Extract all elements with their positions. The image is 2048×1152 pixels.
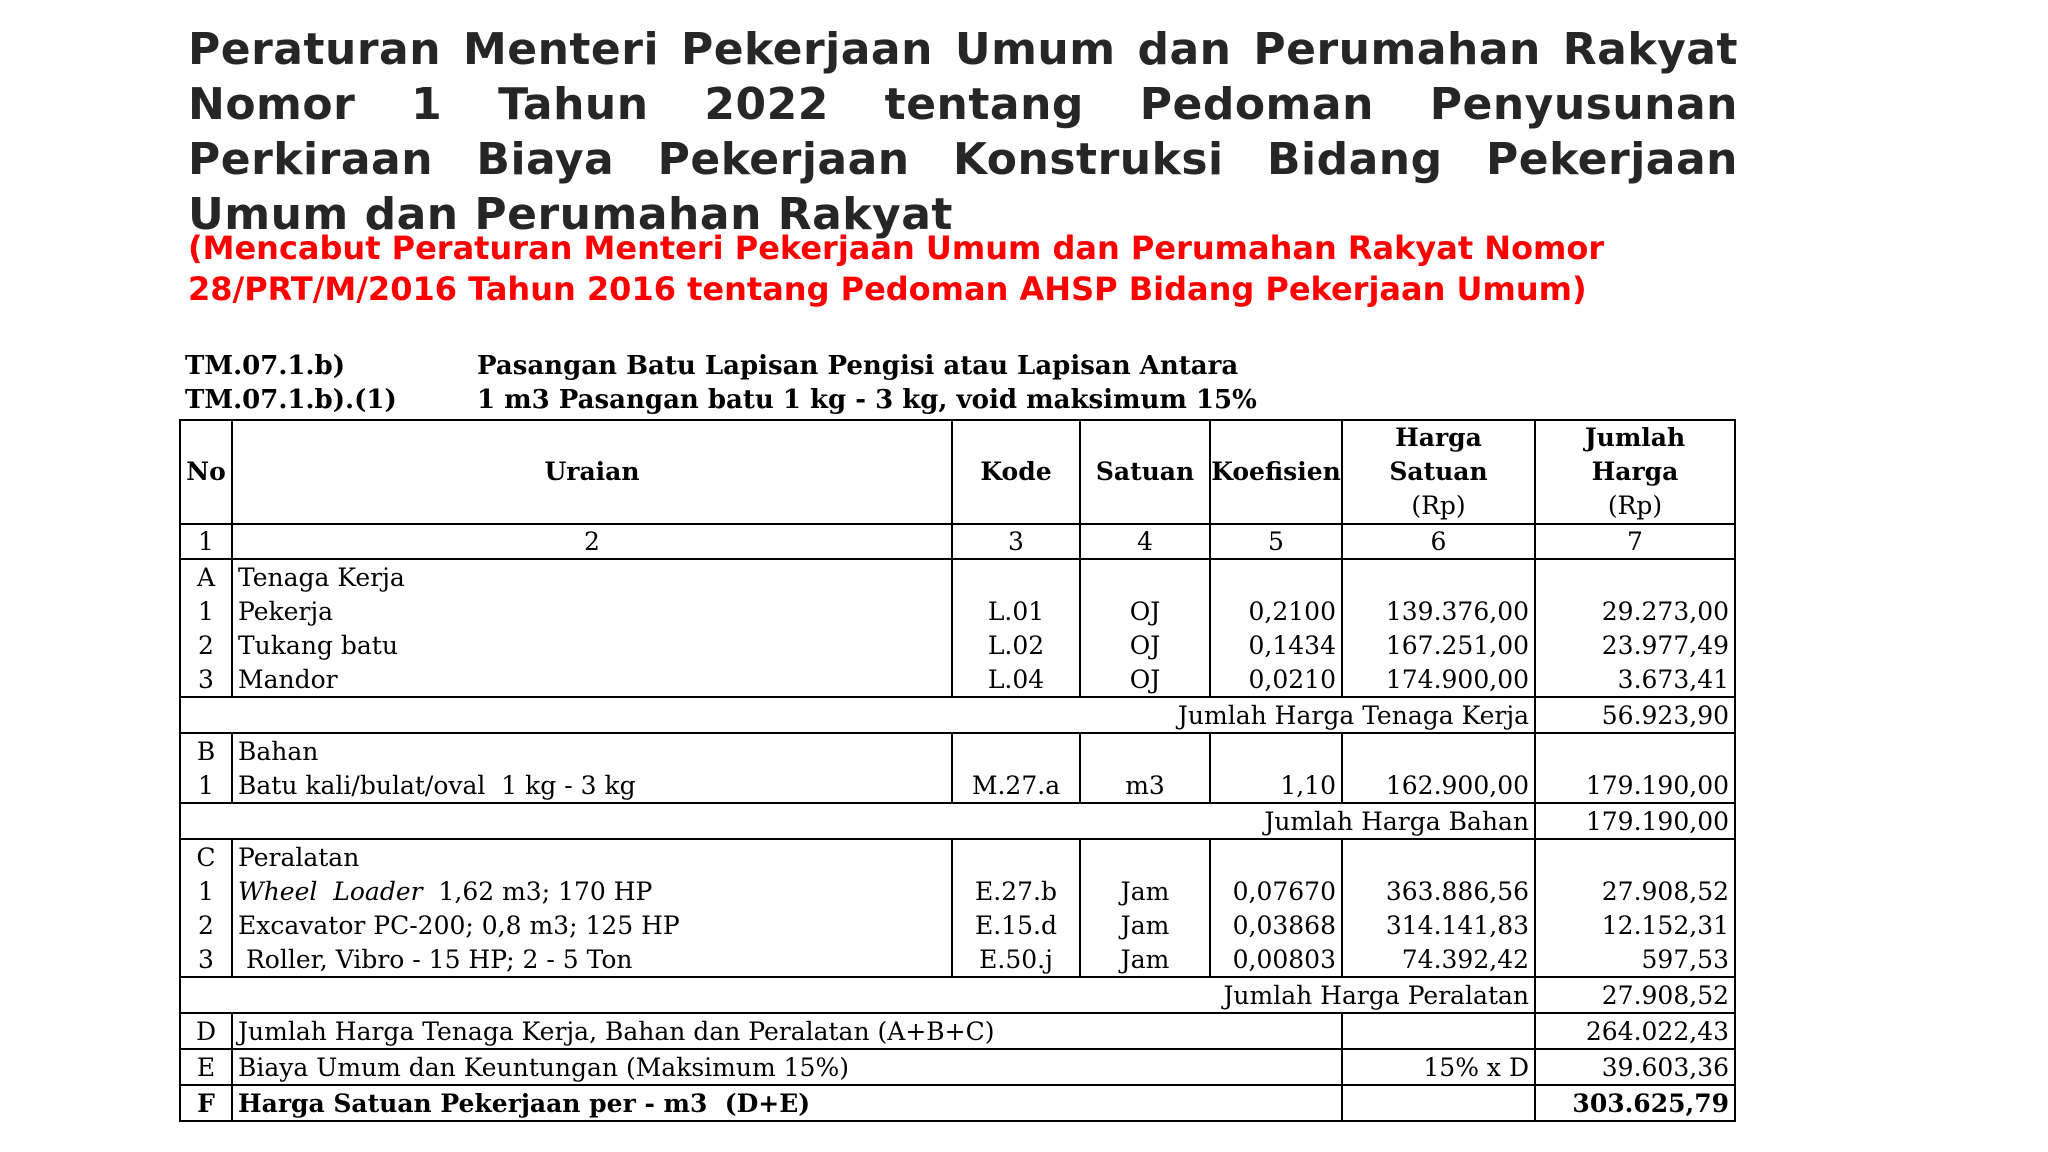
column-number: 7: [1535, 524, 1735, 559]
subtotal-value: 179.190,00: [1535, 803, 1735, 839]
subtotal-value: 56.923,90: [1535, 697, 1735, 733]
row-satuan: OJ: [1080, 594, 1210, 628]
row-harga-satuan: 167.251,00: [1342, 628, 1535, 662]
column-header-kode: Kode: [952, 420, 1080, 524]
subtotal-value: 27.908,52: [1535, 977, 1735, 1013]
table-header-row: [180, 420, 1735, 524]
section-label: Tenaga Kerja: [232, 559, 952, 594]
total-row-e: [180, 1049, 1735, 1085]
row-satuan: OJ: [1080, 662, 1210, 697]
table-row: [180, 942, 1735, 977]
subitem-description: 1 m3 Pasangan batu 1 kg - 3 kg, void maksimum 15%: [477, 385, 1257, 415]
column-header-uraian: Uraian: [232, 420, 952, 524]
harga-satuan-unit: (Rp): [1411, 491, 1466, 520]
row-satuan: Jam: [1080, 942, 1210, 977]
total-letter: F: [180, 1085, 232, 1121]
row-no: 3: [180, 662, 232, 697]
row-jumlah-harga: 23.977,49: [1535, 628, 1735, 662]
row-satuan: Jam: [1080, 874, 1210, 908]
row-harga-satuan: 74.392,42: [1342, 942, 1535, 977]
row-kode: M.27.a: [952, 768, 1080, 803]
section-label: Peralatan: [232, 839, 952, 874]
column-header-harga-satuan: [1342, 420, 1535, 524]
row-koefisien: 0,2100: [1210, 594, 1342, 628]
row-uraian: Batu kali/bulat/oval 1 kg - 3 kg: [232, 768, 952, 803]
row-no: 3: [180, 942, 232, 977]
row-no: 1: [180, 768, 232, 803]
row-satuan: m3: [1080, 768, 1210, 803]
total-row-d: [180, 1013, 1735, 1049]
harga-satuan-line2: Satuan: [1389, 457, 1488, 486]
column-number-row: [180, 524, 1735, 559]
jumlah-harga-line1: Jumlah: [1584, 423, 1686, 452]
table-row: [180, 662, 1735, 697]
row-jumlah-harga: 3.673,41: [1535, 662, 1735, 697]
row-jumlah-harga: 597,53: [1535, 942, 1735, 977]
row-uraian: Pekerja: [232, 594, 952, 628]
row-jumlah-harga: 12.152,31: [1535, 908, 1735, 942]
subtotal-label: Jumlah Harga Tenaga Kerja: [180, 697, 1535, 733]
total-label: Biaya Umum dan Keuntungan (Maksimum 15%): [232, 1049, 1342, 1085]
subtotal-row-bahan: [180, 803, 1735, 839]
column-header-jumlah-harga: [1535, 420, 1735, 524]
section-letter: B: [180, 733, 232, 768]
section-letter: C: [180, 839, 232, 874]
page-subtitle: (Mencabut Peraturan Menteri Pekerjaan Umum dan Perumahan Rakyat Nomor 28/PRT/M/2016 Tahun 2016 tentang Pedoman AHSP Bidang Pekerjaan Umum): [188, 229, 1605, 308]
table-row: [180, 628, 1735, 662]
row-jumlah-harga: 29.273,00: [1535, 594, 1735, 628]
row-jumlah-harga: 27.908,52: [1535, 874, 1735, 908]
row-uraian-italic: Wheel Loader: [238, 876, 423, 906]
row-kode: E.27.b: [952, 874, 1080, 908]
row-harga-satuan: 314.141,83: [1342, 908, 1535, 942]
subitem-heading: [185, 385, 1257, 415]
section-row-bahan: [180, 733, 1735, 768]
jumlah-harga-line2: Harga: [1591, 457, 1679, 486]
row-satuan: Jam: [1080, 908, 1210, 942]
table-row: [180, 768, 1735, 803]
column-header-no: No: [180, 420, 232, 524]
total-value: 39.603,36: [1535, 1049, 1735, 1085]
table-row: [180, 594, 1735, 628]
total-value: 264.022,43: [1535, 1013, 1735, 1049]
column-header-koefisien: Koefisien: [1210, 420, 1342, 524]
section-row-peralatan: [180, 839, 1735, 874]
row-koefisien: 0,0210: [1210, 662, 1342, 697]
row-no: 1: [180, 874, 232, 908]
column-number: 2: [232, 524, 952, 559]
item-heading: [185, 351, 1238, 381]
row-uraian: Tukang batu: [232, 628, 952, 662]
total-letter: D: [180, 1013, 232, 1049]
total-row-f: [180, 1085, 1735, 1121]
row-uraian-spec: 1,62 m3; 170 HP: [422, 876, 653, 906]
row-kode: L.01: [952, 594, 1080, 628]
ahsp-table: [179, 419, 1736, 1122]
column-header-satuan: Satuan: [1080, 420, 1210, 524]
total-label: Harga Satuan Pekerjaan per - m3 (D+E): [232, 1085, 1342, 1121]
section-row-tenaga-kerja: [180, 559, 1735, 594]
row-no: 2: [180, 628, 232, 662]
column-number: 4: [1080, 524, 1210, 559]
row-no: 1: [180, 594, 232, 628]
total-letter: E: [180, 1049, 232, 1085]
table-row: [180, 874, 1735, 908]
item-code: TM.07.1.b): [185, 351, 346, 381]
row-koefisien: 0,1434: [1210, 628, 1342, 662]
row-koefisien: 0,03868: [1210, 908, 1342, 942]
column-number: 3: [952, 524, 1080, 559]
item-description: Pasangan Batu Lapisan Pengisi atau Lapisan Antara: [477, 351, 1239, 381]
jumlah-harga-unit: (Rp): [1607, 491, 1663, 520]
total-factor: 15% x D: [1342, 1049, 1535, 1085]
subitem-code: TM.07.1.b).(1): [185, 385, 397, 415]
column-number: 5: [1210, 524, 1342, 559]
row-no: 2: [180, 908, 232, 942]
row-uraian: [232, 874, 952, 908]
page-title: Peraturan Menteri Pekerjaan Umum dan Perumahan Rakyat Nomor 1 Tahun 2022 tentang Pedoman Penyusunan Perkiraan Biaya Pekerjaan Konstruksi Bidang Pekerjaan Umum dan Perumahan Rakyat: [188, 24, 1738, 240]
row-kode: E.15.d: [952, 908, 1080, 942]
row-kode: L.02: [952, 628, 1080, 662]
row-koefisien: 0,07670: [1210, 874, 1342, 908]
subtotal-label: Jumlah Harga Bahan: [180, 803, 1535, 839]
row-uraian: Roller, Vibro - 15 HP; 2 - 5 Ton: [232, 942, 952, 977]
column-number: 1: [180, 524, 232, 559]
row-harga-satuan: 363.886,56: [1342, 874, 1535, 908]
row-uraian: Excavator PC-200; 0,8 m3; 125 HP: [232, 908, 952, 942]
total-label: Jumlah Harga Tenaga Kerja, Bahan dan Peralatan (A+B+C): [232, 1013, 1342, 1049]
harga-satuan-line1: Harga: [1395, 423, 1482, 452]
row-harga-satuan: 162.900,00: [1342, 768, 1535, 803]
subtotal-label: Jumlah Harga Peralatan: [180, 977, 1535, 1013]
row-koefisien: 0,00803: [1210, 942, 1342, 977]
section-letter: A: [180, 559, 232, 594]
row-uraian: Mandor: [232, 662, 952, 697]
subtotal-row-peralatan: [180, 977, 1735, 1013]
subtotal-row-tenaga-kerja: [180, 697, 1735, 733]
row-harga-satuan: 174.900,00: [1342, 662, 1535, 697]
row-kode: E.50.j: [952, 942, 1080, 977]
total-value: 303.625,79: [1535, 1085, 1735, 1121]
row-kode: L.04: [952, 662, 1080, 697]
table-row: [180, 908, 1735, 942]
row-satuan: OJ: [1080, 628, 1210, 662]
row-koefisien: 1,10: [1210, 768, 1342, 803]
column-number: 6: [1342, 524, 1535, 559]
section-label: Bahan: [232, 733, 952, 768]
row-jumlah-harga: 179.190,00: [1535, 768, 1735, 803]
row-harga-satuan: 139.376,00: [1342, 594, 1535, 628]
